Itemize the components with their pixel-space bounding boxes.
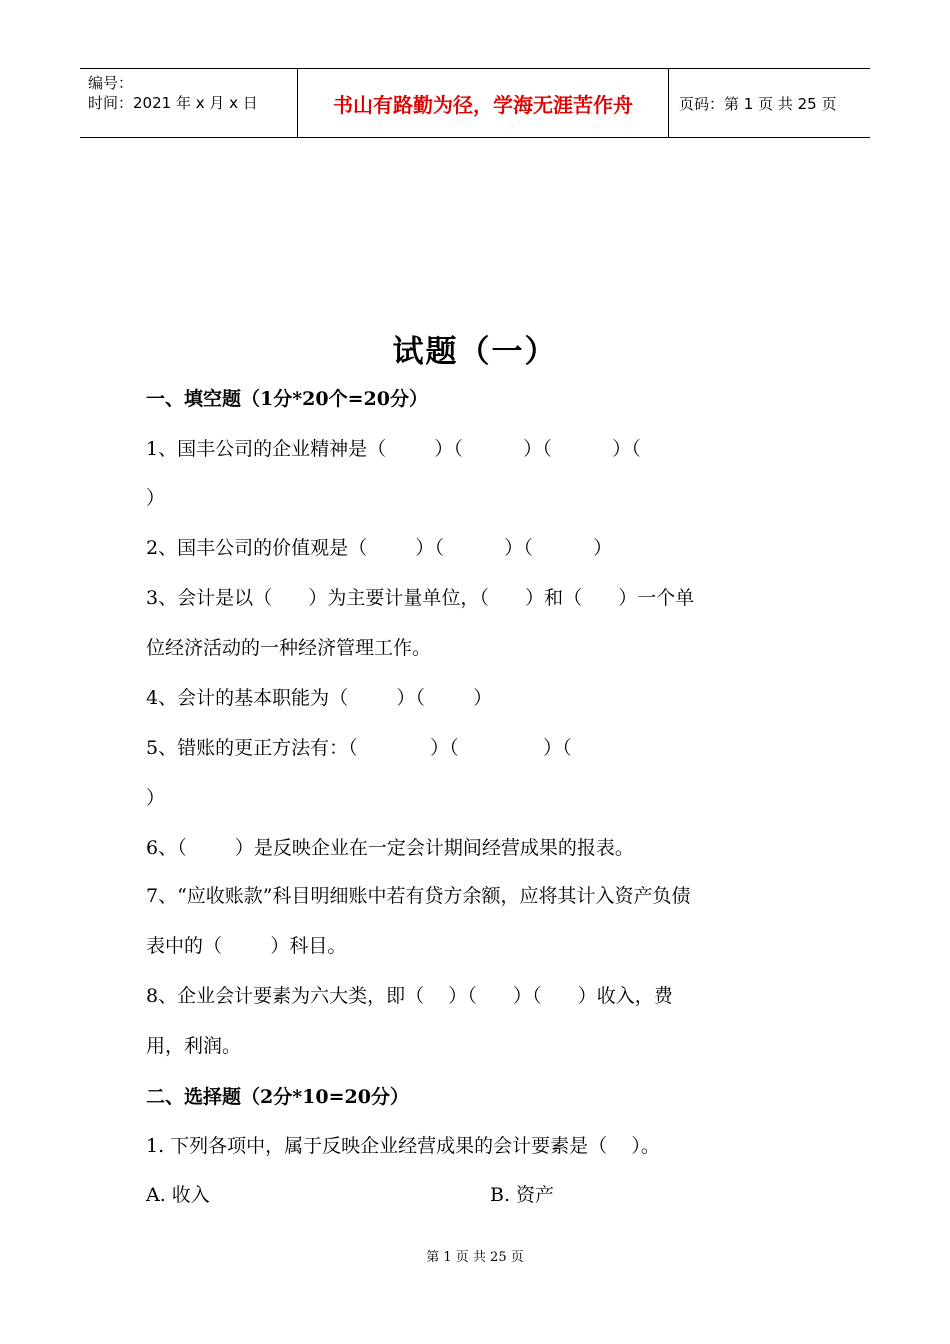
question-1-line-1: 1、国丰公司的企业精神是（ ）（ ）（ ）（	[146, 438, 641, 460]
page-title: 试题（一）	[392, 334, 558, 370]
question-4: 4、会计的基本职能为（ ）（ ）	[146, 687, 493, 709]
question-7-line-1: 7、“应收账款”科目明细账中若有贷方余额，应将其计入资产负债	[146, 885, 691, 907]
option-b: B. 资产	[490, 1184, 555, 1206]
question-8-line-1: 8、企业会计要素为六大类，即（ ）（ ）（ ）收入，费	[146, 985, 673, 1007]
section-heading-fill-blank: 一、填空题（1分*20个=20分）	[146, 388, 428, 410]
choice-question-1: 1. 下列各项中，属于反映企业经营成果的会计要素是（ ）。	[146, 1135, 660, 1157]
question-8-line-2: 用，利润。	[146, 1035, 242, 1057]
page-header	[80, 68, 870, 138]
question-5-line-2: ）	[146, 787, 166, 809]
question-1-line-2: ）	[146, 487, 166, 509]
option-a: A. 收入	[146, 1184, 210, 1206]
header-page-info: 页码：第 1 页 共 25 页	[679, 94, 837, 113]
question-2: 2、国丰公司的价值观是（ ）（ ）（ ）	[146, 537, 613, 559]
time-label: 时间：2021 年 x 月 x 日	[88, 94, 258, 112]
header-motto: 书山有路勤为径，学海无涯苦作舟	[298, 69, 669, 137]
serial-label: 编号：	[88, 74, 134, 92]
question-3-line-1: 3、会计是以（ ）为主要计量单位，（ ）和（ ）一个单	[146, 587, 695, 609]
question-3-line-2: 位经济活动的一种经济管理工作。	[146, 637, 432, 659]
header-meta	[80, 69, 298, 137]
page-footer: 第 1 页 共 25 页	[426, 1250, 524, 1265]
question-5-line-1: 5、错账的更正方法有：（ ）（ ）（	[146, 737, 572, 759]
question-6: 6、（ ）是反映企业在一定会计期间经营成果的报表。	[146, 837, 634, 859]
section-heading-multiple-choice: 二、选择题（2分*10=20分）	[146, 1086, 409, 1108]
question-7-line-2: 表中的（ ）科目。	[146, 935, 347, 957]
